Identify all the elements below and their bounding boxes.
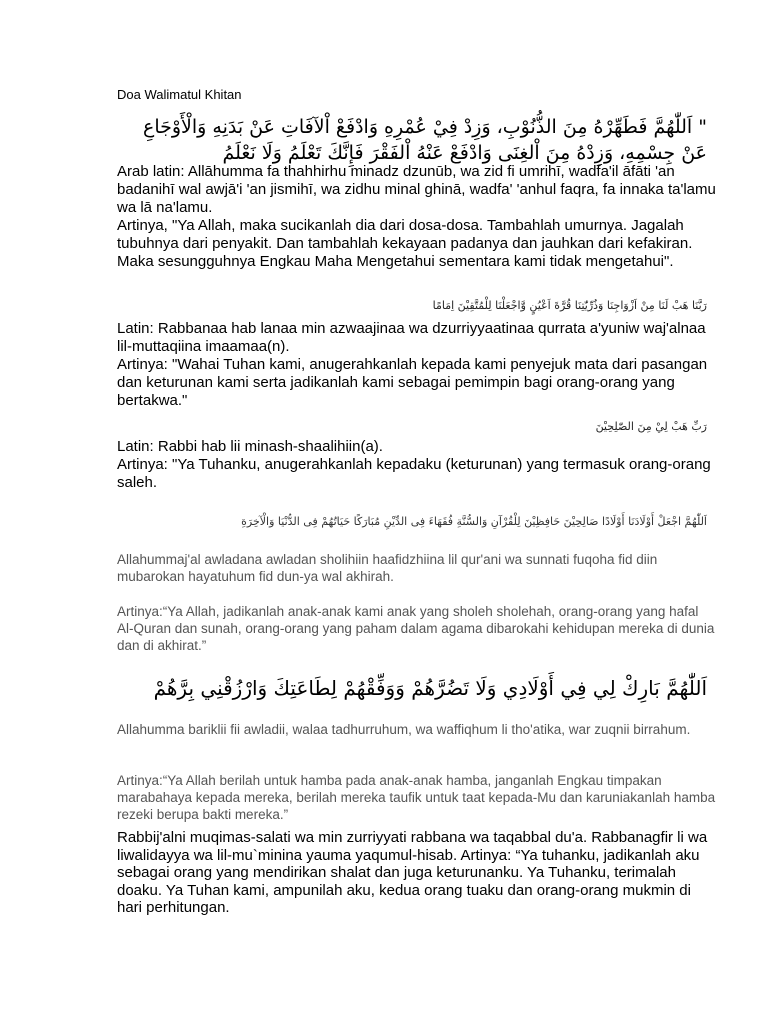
translation-2: Artinya: "Wahai Tuhan kami, anugerahkanlah kepada kami penyejuk mata dari pasangan dan keturunan kami serta jadikanlah kami sebagai pemimpin bagi orang-orang yang bertakwa." (117, 356, 708, 409)
translation-4: Artinya:“Ya Allah, jadikanlah anak-anak kami anak yang sholeh sholehah, orang-orang yang hafal Al-Quran dan sunah, orang-orang yang paham dalam agama dibarokahi kehidupan mereka di dunia dan di akhirat.” (117, 604, 715, 653)
latin-transliteration-5: Allahumma bariklii fii awladii, walaa tadhurruhum, wa waffiqhum li tho'atika, war zuqnii birrahum. (117, 722, 691, 737)
document-title: Doa Walimatul Khitan (117, 87, 242, 102)
latin-transliteration-3: Latin: Rabbi hab lii minash-shaalihiin(a). (117, 438, 383, 455)
translation-5: Artinya:“Ya Allah berilah untuk hamba pada anak-anak hamba, janganlah Engkau timpakan marabahaya kepada mereka, berilah mereka taufik untuk taat kepada-Mu dan karuniakanlah hamba rezeki berupa bakti mereka.” (117, 773, 716, 822)
latin-transliteration-2: Latin: Rabbanaa hab lanaa min azwaajinaa wa dzurriyyaatinaa qurrata a'yuniw waj'alnaa lil-muttaqiina imaamaa(n). (117, 320, 706, 355)
translation-3: Artinya: "Ya Tuhanku, anugerahkanlah kepadaku (keturunan) yang termasuk orang-orang saleh. (117, 456, 711, 491)
prayer-6-text: Rabbij'alni muqimas-salati wa min zurriyyati rabbana wa taqabbal du'a. Rabbanagfir li wa liwalidayya wa lil-mu`minina yauma yaqumul-hisab. Artinya: “Ya tuhanku, jadikanlah aku sebagai orang yang mendirikan shalat dan juga keturunanku. Ya Tuhanku, terimalah doaku. Ya Tuhan kami, ampunilah aku, kedua orang tuaku dan orang-orang mukmin di hari perhitungan. (117, 829, 708, 916)
latin-transliteration-1: Arab latin: Allāhumma fa thahhirhu minadz dzunūb, wa zid fi umrihī, wadfa'il āfāti 'an badanihī wal awjā'i 'an jismihī, wa zidhu minal ghinā, wadfa' 'anhul faqra, fa innaka ta'lamu wa lā na'lamu. (117, 163, 716, 216)
arabic-prayer-2: رَبَّنَا هَبْ لَنَا مِنْ اَزْوَاجِنَا وَذُرِّيّٰتِنَا قُرَّةَ اَعْيُنٍ وَّاجْعَلْنَا لِلْمُتَّقِيْنَ اِمَامًا (432, 299, 707, 312)
arabic-prayer-1: " اَللّٰهُمَّ فَطَهِّرْهُ مِنَ الذُّنُوْبِ، وَزِدْ فِيْ عُمْرِهِ وَادْفَعْ اْلآفَاتِ عَنْ بَدَنِهِ وَالْأَوْجَاعِ عَنْ جِسْمِهِ، وَزِدْهُ مِنَ اْلغِنَى وَادْفَعْ عَنْهُ اْلفَقْرَ فَإِنَّكَ تَعْلَمُ وَلَا نَعْلَمُ (143, 116, 707, 164)
arabic-prayer-5: اَللّٰهُمَّ بَارِكْ لِي فِي أَوْلَادِي وَلَا تَضُرَّهُمْ وَوَفِّقْهُمْ لِطَاعَتِكَ وَارْزُقْنِي بِرَّهُمْ (153, 676, 707, 700)
translation-1: Artinya, "Ya Allah, maka sucikanlah dia dari dosa-dosa. Tambahlah umurnya. Jagalah tubuhnya dari penyakit. Dan tambahlah kekayaan padanya dan jauhkan dari kefakiran. Maka sesungguhnya Engkau Maha Mengetahui sementara kami tidak mengetahui". (117, 217, 693, 270)
prayer-1-text (117, 163, 717, 271)
prayer-2-text (117, 320, 717, 410)
arabic-prayer-4: اَللّٰهُمَّ اجْعَلْ أَوْلَادَنَا أَوْلَادًا صَالِحِيْنَ حَافِظِيْنَ لِلْقُرْآنِ وَالسُّنَّةِ فُقَهَاءَ فِى الدِّيْنِ مُبَارَكًا حَيَاتُهُمْ فِى الدُّنْيَا وَالْآخِرَةِ (241, 515, 707, 528)
arabic-prayer-3: رَبِّ هَبْ لِيْ مِنَ الصّٰلِحِيْنَ (595, 420, 707, 433)
latin-transliteration-4: Allahummaj'al awladana awladan sholihiin haafidzhiina lil qur'ani wa sunnati fuqoha fid diin mubarokan hayatuhum fid dun-ya wal akhirah. (117, 552, 658, 584)
prayer-3-text (117, 438, 717, 492)
